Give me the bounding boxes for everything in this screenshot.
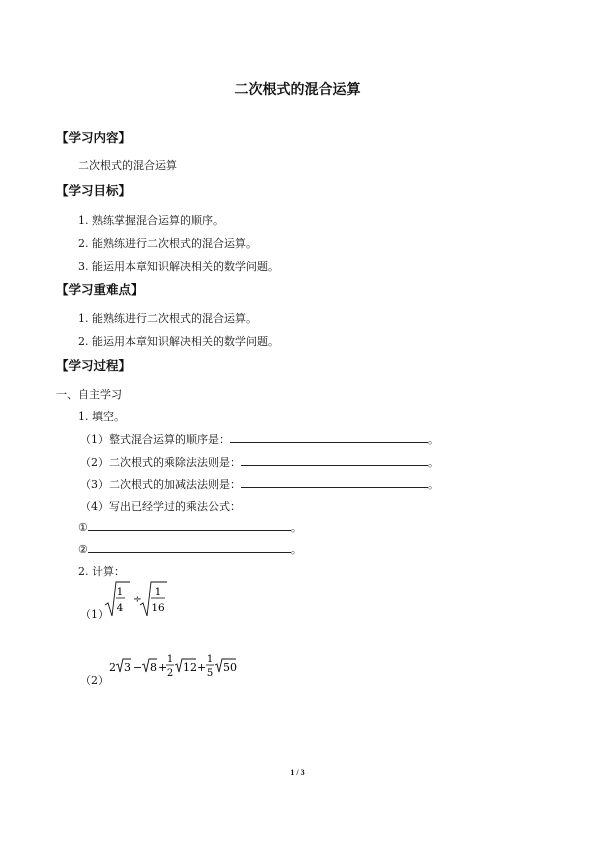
answer-blank[interactable] bbox=[230, 431, 428, 443]
fill-item-2 bbox=[80, 454, 439, 470]
numerator: 1 bbox=[116, 586, 124, 598]
radicand: 8 bbox=[150, 661, 157, 674]
calc-label-2: （2） bbox=[80, 674, 109, 687]
goal-item: 2. 能熟练进行二次根式的混合运算。 bbox=[78, 237, 257, 250]
divide-sign: ÷ bbox=[133, 593, 142, 605]
fill-item-1 bbox=[80, 431, 439, 447]
expression-2 bbox=[108, 651, 243, 685]
section-heading-process: 【学习过程】 bbox=[56, 358, 132, 373]
denominator: 16 bbox=[151, 602, 165, 614]
radicand: 3 bbox=[124, 661, 131, 674]
period: 。 bbox=[428, 478, 439, 491]
keypoint-item: 1. 能熟练进行二次根式的混合运算。 bbox=[78, 312, 257, 325]
minus-sign: − bbox=[133, 661, 143, 674]
calc-label-1: （1） bbox=[80, 608, 109, 621]
answer-blank[interactable] bbox=[241, 454, 428, 466]
period: 。 bbox=[428, 456, 439, 469]
section-heading-keypoints: 【学习重难点】 bbox=[56, 282, 144, 297]
subsection-self-study: 一、自主学习 bbox=[56, 388, 122, 401]
period: 。 bbox=[428, 433, 439, 446]
answer-blank[interactable] bbox=[88, 541, 291, 553]
section-heading-content: 【学习内容】 bbox=[56, 130, 132, 145]
radicand: 12 bbox=[183, 661, 197, 674]
calc-title: 2. 计算： bbox=[78, 565, 125, 578]
fill-item-4: （4）写出已经学过的乘法公式： bbox=[80, 500, 241, 513]
expression-1 bbox=[103, 578, 173, 622]
circle-number: ① bbox=[78, 521, 88, 534]
answer-blank[interactable] bbox=[88, 519, 291, 531]
numerator: 1 bbox=[154, 586, 162, 598]
formula-blank-2 bbox=[78, 541, 302, 557]
period: 。 bbox=[290, 521, 302, 534]
denominator: 2 bbox=[166, 668, 174, 679]
page-title: 二次根式的混合运算 bbox=[234, 82, 361, 98]
radicand: 50 bbox=[223, 661, 237, 674]
denominator: 4 bbox=[116, 602, 124, 614]
answer-blank[interactable] bbox=[241, 476, 428, 488]
plus-sign: + bbox=[197, 661, 207, 674]
content-text: 二次根式的混合运算 bbox=[78, 159, 177, 172]
fill-item-label: （1）整式混合运算的顺序是： bbox=[80, 433, 230, 446]
fill-item-3 bbox=[80, 476, 439, 492]
keypoint-item: 2. 能运用本章知识解决相关的数学问题。 bbox=[78, 335, 279, 348]
fill-item-label: （2）二次根式的乘除法法则是： bbox=[80, 456, 241, 469]
denominator: 5 bbox=[206, 668, 214, 679]
circle-number: ② bbox=[78, 543, 88, 556]
goal-item: 1. 熟练掌握混合运算的顺序。 bbox=[78, 214, 224, 227]
formula-blank-1 bbox=[78, 519, 302, 535]
fill-item-label: （3）二次根式的加减法法则是： bbox=[80, 478, 241, 491]
fill-title: 1. 填空。 bbox=[78, 410, 125, 423]
period: 。 bbox=[290, 543, 302, 556]
goal-item: 3. 能运用本章知识解决相关的数学问题。 bbox=[78, 260, 279, 273]
page-number: 1 / 3 bbox=[290, 768, 305, 777]
numerator: 1 bbox=[206, 654, 214, 665]
plus-sign: + bbox=[158, 661, 168, 674]
section-heading-goals: 【学习目标】 bbox=[56, 183, 132, 198]
numerator: 1 bbox=[166, 654, 174, 665]
coefficient: 2 bbox=[109, 661, 116, 674]
